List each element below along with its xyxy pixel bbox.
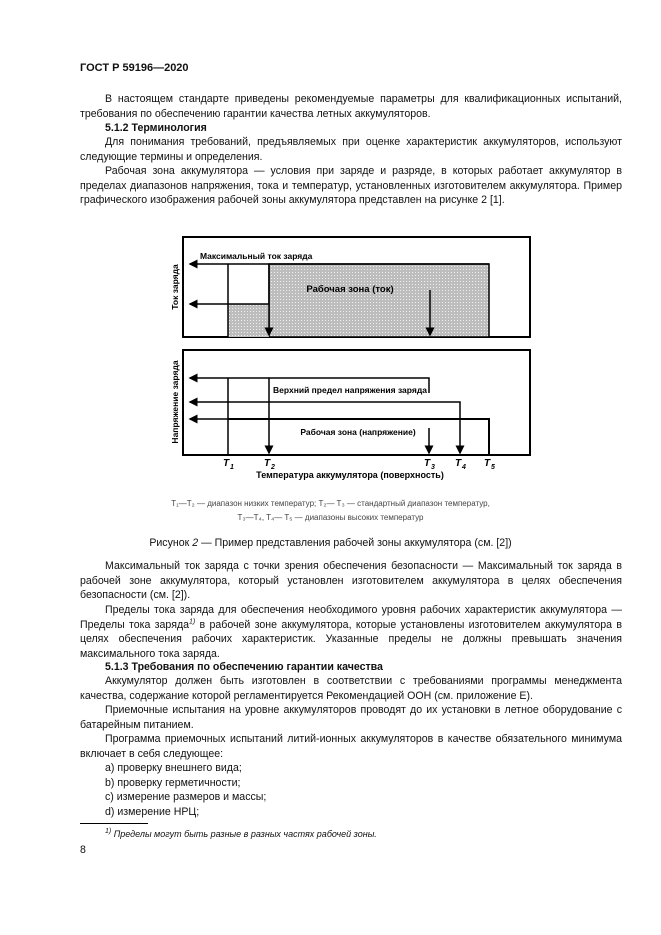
upper-voltage-label: Верхний предел напряжения заряда bbox=[273, 385, 427, 395]
heading-5-1-2: 5.1.2 Терминология bbox=[105, 122, 207, 134]
t5-sub: 5 bbox=[491, 464, 495, 471]
t1-sub: 1 bbox=[230, 464, 234, 471]
t3-sub: 3 bbox=[431, 464, 435, 471]
work-zone-figure bbox=[160, 230, 540, 530]
heading-5-1-3: 5.1.3 Требования по обеспечению гарантии качества bbox=[105, 661, 383, 673]
paragraph-test-program: Программа приемочных испытаний литий-ионных аккумуляторов в качестве обязательного минимума включает в себя следующее: bbox=[80, 733, 622, 760]
t3-label: T bbox=[424, 458, 431, 469]
t2-sub: 2 bbox=[271, 464, 275, 471]
t4-label: T bbox=[455, 458, 462, 469]
footnote: $^{1)}$ Пределы могут быть разные в разных частях рабочей зоны. bbox=[105, 828, 377, 839]
figure-caption: Рисунок 2 — Пример представления рабочей зоны аккумулятора (см. [2]) bbox=[149, 537, 512, 549]
figure-legend-line-2: T₃—T₄, T₄— T₅ — диапазоны высоких температур bbox=[237, 513, 424, 522]
paragraph-max-current: Максимальный ток заряда с точки зрения обеспечения безопасности — Максимальный ток заряда в рабочей зоне аккумулятора, который установлен изготовителем аккумулятора в целях обеспечения безопасности (см. [2]). bbox=[80, 560, 622, 601]
list-item: d) измерение НРЦ; bbox=[105, 806, 200, 818]
current-axis-label: Ток заряда bbox=[170, 264, 180, 310]
list-item: b) проверку герметичности; bbox=[105, 777, 241, 789]
t5-label: T bbox=[484, 458, 491, 469]
temperature-axis-label: Температура аккумулятора (поверхность) bbox=[256, 470, 444, 480]
paragraph-work-zone: Рабочая зона аккумулятора — условия при заряде и разряде, в которых работает аккумулятор в пределах диапазонов напряжения, тока и температур, установленных изготовителем аккумулятора. Пример графического изображения рабочей зоны аккумулятора представлен на рисунке 2 [1]. bbox=[80, 165, 622, 206]
standard-header: ГОСТ Р 59196—2020 bbox=[80, 62, 189, 74]
t1-label: T bbox=[223, 458, 230, 469]
max-current-label: Максимальный ток заряда bbox=[200, 251, 313, 261]
list-item: c) измерение размеров и массы; bbox=[105, 791, 267, 803]
page-number: 8 bbox=[80, 844, 86, 856]
figure-legend-line-1: T₁—T₂ — диапазон низких температур; T₂— T₃ — стандартный диапазон температур, bbox=[171, 499, 490, 508]
paragraph-quality-program: Аккумулятор должен быть изготовлен в соответствии с требованиями программы менеджмента качества, содержание которой регламентируется Рекомендацией ООН (см. приложение Е). bbox=[80, 675, 622, 702]
work-zone-current-label: Рабочая зона (ток) bbox=[306, 284, 394, 295]
paragraph-acceptance-tests: Приемочные испытания на уровне аккумуляторов проводят до их установки в летное оборудование с батарейным питанием. bbox=[80, 704, 622, 731]
list-item: a) проверку внешнего вида; bbox=[105, 762, 242, 774]
paragraph-current-limits: Пределы тока заряда для обеспечения необходимого уровня рабочих характеристик аккумулятора — Пределы тока заряда$^{1)}$ в рабочей зоне аккумулятора, которые установлены изготовителем аккумулятора в целях обеспечения рабочих характеристик. Указанные пределы не должны превышать значения максимального тока заряда. bbox=[80, 604, 622, 660]
footnote-divider bbox=[80, 823, 148, 824]
t2-label: T bbox=[264, 458, 271, 469]
t4-sub: 4 bbox=[462, 464, 466, 471]
voltage-axis-label: Напряжение заряда bbox=[170, 360, 180, 444]
work-zone-voltage-label: Рабочая зона (напряжение) bbox=[300, 427, 416, 437]
low-temp-current-area bbox=[228, 304, 269, 337]
work-zone-current-area bbox=[269, 264, 489, 337]
paragraph-terms: Для понимания требований, предъявляемых при оценке характеристик аккумуляторов, используют следующие термины и определения. bbox=[80, 136, 622, 163]
paragraph-intro: В настоящем стандарте приведены рекомендуемые параметры для квалификационных испытаний, требования по обеспечению гарантии качества летных аккумуляторов. bbox=[80, 93, 622, 120]
